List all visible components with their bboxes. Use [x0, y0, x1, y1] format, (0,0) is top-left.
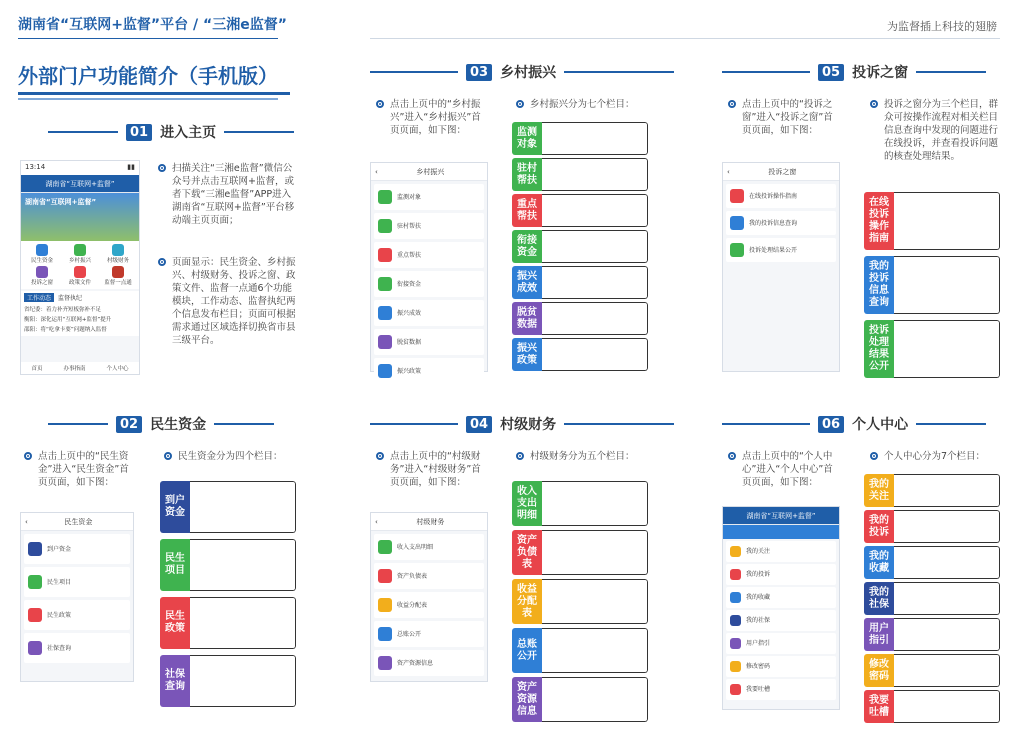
- back-icon[interactable]: ‹: [727, 167, 730, 176]
- s04-bullet-2: 村级财务分为五个栏目：: [530, 450, 650, 463]
- category-tag[interactable]: [512, 530, 648, 575]
- category-tag[interactable]: [512, 122, 648, 155]
- bottom-nav-home[interactable]: 首页: [31, 366, 43, 372]
- category-label: 驻村帮扶: [512, 158, 542, 191]
- category-tag[interactable]: [864, 474, 1000, 507]
- list-item[interactable]: 脱贫数据: [374, 329, 484, 355]
- category-label: 修改密码: [864, 654, 894, 687]
- module-minsheng[interactable]: 民生资金: [24, 244, 60, 264]
- category-label: 我的投诉: [864, 510, 894, 543]
- bottom-nav-guide[interactable]: 办事指南: [63, 366, 86, 372]
- module-zhengce[interactable]: 政策文件: [62, 266, 98, 286]
- list-item[interactable]: 我要吐槽: [726, 679, 836, 700]
- header-title: 湖南省“互联网+监督”平台 / “三湘e监督”: [18, 17, 287, 33]
- s02-category-list: [160, 481, 296, 707]
- category-box: [542, 481, 648, 526]
- s05-bullet-2: 投诉之窗分为三个栏目，群众可按操作流程对相关栏目信息查询中发现的问题进行在线投诉，并查看投诉问题的核查处理结果。: [884, 98, 1000, 163]
- list-item[interactable]: 振兴成效: [374, 300, 484, 326]
- category-box: [542, 677, 648, 722]
- list-item[interactable]: 修改密码: [726, 656, 836, 677]
- category-tag[interactable]: [160, 481, 296, 533]
- module-cunji[interactable]: 村级财务: [100, 244, 136, 264]
- category-box: [894, 320, 1000, 378]
- section-title: 投诉之窗: [852, 65, 909, 81]
- category-label: 我的收藏: [864, 546, 894, 579]
- category-label: 民生政策: [160, 597, 190, 649]
- category-box: [894, 474, 1000, 507]
- category-label: 用户指引: [864, 618, 894, 651]
- list-item[interactable]: 投诉处理结果公开: [726, 238, 836, 262]
- category-label: 我的关注: [864, 474, 894, 507]
- category-label: 资产资源信息: [512, 677, 542, 722]
- list-item[interactable]: 到户资金: [24, 534, 130, 564]
- list-item[interactable]: 资产资源信息: [374, 650, 484, 676]
- phone-geren-screenshot: 湖南省“互联网+监督” 我的关注 我的投诉 我的收藏 我的社保 用户指引 修改密码 我要吐槽: [722, 506, 840, 710]
- category-tag[interactable]: [512, 266, 648, 299]
- section-05-header: [722, 62, 986, 82]
- list-item[interactable]: 收入支出明细: [374, 534, 484, 560]
- s02-bullet-1: 点击上页中的“民生资金”进入“民生资金”首页页面，如下图：: [38, 450, 138, 489]
- bottom-nav-profile[interactable]: 个人中心: [106, 366, 129, 372]
- category-label: 我的投诉信息查询: [864, 256, 894, 314]
- section-number: 06: [818, 416, 844, 433]
- category-tag[interactable]: [160, 597, 296, 649]
- category-tag[interactable]: [864, 582, 1000, 615]
- category-box: [542, 302, 648, 335]
- category-box: [894, 510, 1000, 543]
- list-item[interactable]: 我的投诉信息查询: [726, 211, 836, 235]
- list-item[interactable]: 社保查询: [24, 633, 130, 663]
- category-box: [542, 158, 648, 191]
- header-divider: [18, 38, 278, 39]
- category-box: [542, 230, 648, 263]
- s04-category-list: [512, 481, 648, 722]
- category-label: 社保查询: [160, 655, 190, 707]
- category-tag[interactable]: [512, 338, 648, 371]
- news-item[interactable]: 衡阳：深化运用“互联网+监督”提升: [24, 317, 112, 323]
- s05-bullet-1: 点击上页中的“投诉之窗”进入“投诉之窗”首页页面，如下图：: [742, 98, 842, 137]
- category-tag[interactable]: [864, 192, 1000, 250]
- category-label: 我的社保: [864, 582, 894, 615]
- module-xiangcun[interactable]: 乡村振兴: [62, 244, 98, 264]
- list-item[interactable]: 我的社保: [726, 610, 836, 631]
- category-label: 到户资金: [160, 481, 190, 533]
- section-04-header: [370, 414, 674, 434]
- category-label: 投诉处理结果公开: [864, 320, 894, 378]
- category-tag[interactable]: [512, 194, 648, 227]
- phone-xiangcun-screenshot: ‹ 乡村振兴 监测对象 驻村帮扶 重点帮扶 衔接资金 振兴成效 脱贫数据 振兴政策: [370, 162, 488, 372]
- module-yidiantong[interactable]: 监督一点通: [100, 266, 136, 286]
- list-item[interactable]: 我的收藏: [726, 587, 836, 608]
- s06-category-list: [864, 474, 1000, 723]
- category-box: [894, 192, 1000, 250]
- category-box: [542, 338, 648, 371]
- category-box: [542, 579, 648, 624]
- category-tag[interactable]: [160, 655, 296, 707]
- news-item[interactable]: 省纪委：着力补齐短板弥补不足: [24, 307, 102, 313]
- home-banner: 湖南省“互联网+监督”: [21, 193, 139, 241]
- list-item[interactable]: 总账公开: [374, 621, 484, 647]
- category-box: [190, 481, 296, 533]
- phone-home-screenshot: 13:14 ▮▮ 湖南省“互联网+监督” 湖南省“互联网+监督” 民生资金 乡村振兴 村级财务 投诉之窗 政策文件 监督一点通 工作动态 监督执纪 省纪委：着力补齐短板弥补不足 衡阳：深化运用“互联网+监督”提升 邵阳：将“吃拿卡要”问题纳入监督 首页 办事指南 个人中心: [20, 160, 140, 375]
- category-tag[interactable]: [864, 654, 1000, 687]
- list-item[interactable]: 收益分配表: [374, 592, 484, 618]
- section-number: 02: [116, 416, 142, 433]
- category-box: [542, 530, 648, 575]
- s01-bullet-2: 页面显示：民生资金、乡村振兴、村级财务、投诉之窗、政策文件、监督一点通6个功能模块，工作动态、监督执纪两个信息发布栏目；页面可根据需求通过区域选择切换省市县三级平台。: [172, 256, 297, 347]
- category-tag[interactable]: [864, 690, 1000, 723]
- s04-bullet-1: 点击上页中的“村级财务”进入“村级财务”首页页面，如下图：: [390, 450, 490, 489]
- s03-category-list: [512, 122, 648, 371]
- title-underline-2: [18, 98, 278, 100]
- category-tag[interactable]: [160, 539, 296, 591]
- header-divider-right: [370, 38, 1000, 39]
- phone-cunji-screenshot: ‹ 村级财务 收入支出明细 资产负债表 收益分配表 总账公开 资产资源信息: [370, 512, 488, 682]
- s01-bullet-1: 扫描关注“三湘e监督”微信公众号并点击互联网+监督，或者下载“三湘e监督”APP进入湖南省“互联网+监督”平台移动端主页页面；: [172, 162, 297, 227]
- list-item[interactable]: 驻村帮扶: [374, 213, 484, 239]
- category-tag[interactable]: [864, 256, 1000, 314]
- category-tag[interactable]: [864, 320, 1000, 378]
- category-tag[interactable]: [512, 628, 648, 673]
- s03-bullet-2: 乡村振兴分为七个栏目：: [530, 98, 650, 111]
- section-title: 个人中心: [852, 417, 909, 433]
- category-tag[interactable]: [512, 302, 648, 335]
- category-label: 振兴成效: [512, 266, 542, 299]
- page-title: 外部门户功能简介（手机版）: [18, 64, 278, 88]
- section-number: 04: [466, 416, 492, 433]
- list-item[interactable]: 监测对象: [374, 184, 484, 210]
- category-label: 振兴政策: [512, 338, 542, 371]
- category-box: [894, 690, 1000, 723]
- category-tag[interactable]: [864, 618, 1000, 651]
- category-box: [894, 618, 1000, 651]
- back-icon[interactable]: ‹: [25, 517, 28, 526]
- section-title: 村级财务: [500, 417, 557, 433]
- section-number: 05: [818, 64, 844, 81]
- list-item[interactable]: 我的投诉: [726, 564, 836, 585]
- list-item[interactable]: 资产负债表: [374, 563, 484, 589]
- section-title: 民生资金: [150, 417, 207, 433]
- s03-bullet-1: 点击上页中的“乡村振兴”进入“乡村振兴”首页页面，如下图：: [390, 98, 490, 137]
- title-underline: [18, 92, 290, 95]
- section-01-header: [48, 122, 294, 142]
- category-tag[interactable]: [512, 579, 648, 624]
- category-label: 总账公开: [512, 628, 542, 673]
- category-label: 民生项目: [160, 539, 190, 591]
- back-icon[interactable]: ‹: [375, 167, 378, 176]
- category-label: 监测对象: [512, 122, 542, 155]
- section-number: 01: [126, 124, 152, 141]
- s02-bullet-2: 民生资金分为四个栏目：: [178, 450, 298, 463]
- list-item[interactable]: 我的关注: [726, 541, 836, 562]
- category-tag[interactable]: [864, 510, 1000, 543]
- category-box: [190, 539, 296, 591]
- category-label: 收入支出明细: [512, 481, 542, 526]
- category-label: 资产负债表: [512, 530, 542, 575]
- phone-tousu-screenshot: ‹ 投诉之窗 在线投诉操作指南 我的投诉信息查询 投诉处理结果公开: [722, 162, 840, 372]
- category-label: 重点帮扶: [512, 194, 542, 227]
- category-box: [894, 546, 1000, 579]
- phone-minsheng-screenshot: ‹ 民生资金 到户资金 民生项目 民生政策 社保查询: [20, 512, 134, 682]
- list-item[interactable]: 民生项目: [24, 567, 130, 597]
- category-box: [190, 597, 296, 649]
- category-box: [894, 582, 1000, 615]
- category-tag[interactable]: [512, 158, 648, 191]
- list-item[interactable]: 用户指引: [726, 633, 836, 654]
- category-tag[interactable]: [512, 230, 648, 263]
- s06-bullet-2: 个人中心分为7个栏目：: [884, 450, 1000, 463]
- category-box: [542, 266, 648, 299]
- category-box: [542, 122, 648, 155]
- category-label: 收益分配表: [512, 579, 542, 624]
- back-icon[interactable]: ‹: [375, 517, 378, 526]
- category-tag[interactable]: [512, 481, 648, 526]
- s06-bullet-1: 点击上页中的“个人中心”进入“个人中心”首页页面，如下图：: [742, 450, 842, 489]
- category-box: [542, 194, 648, 227]
- module-tousu[interactable]: 投诉之窗: [24, 266, 60, 286]
- section-title: 乡村振兴: [500, 65, 557, 81]
- section-03-header: [370, 62, 674, 82]
- section-06-header: [722, 414, 986, 434]
- category-tag[interactable]: [512, 677, 648, 722]
- news-item[interactable]: 邵阳：将“吃拿卡要”问题纳入监督: [24, 327, 107, 333]
- category-label: 脱贫数据: [512, 302, 542, 335]
- category-label: 我要吐槽: [864, 690, 894, 723]
- list-item[interactable]: 重点帮扶: [374, 242, 484, 268]
- category-label: 衔接资金: [512, 230, 542, 263]
- category-box: [894, 256, 1000, 314]
- s05-category-list: [864, 192, 1000, 378]
- section-title: 进入主页: [160, 125, 217, 141]
- tab-supervision[interactable]: 监督执纪: [58, 295, 83, 302]
- category-box: [190, 655, 296, 707]
- list-item[interactable]: 民生政策: [24, 600, 130, 630]
- section-number: 03: [466, 64, 492, 81]
- header-slogan: 为监督插上科技的翅膀: [887, 20, 997, 33]
- list-item[interactable]: 振兴政策: [374, 358, 484, 384]
- category-label: 在线投诉操作指南: [864, 192, 894, 250]
- category-tag[interactable]: [864, 546, 1000, 579]
- list-item[interactable]: 衔接资金: [374, 271, 484, 297]
- category-box: [542, 628, 648, 673]
- section-02-header: [48, 414, 274, 434]
- tab-work-news[interactable]: 工作动态: [24, 293, 54, 302]
- category-box: [894, 654, 1000, 687]
- list-item[interactable]: 在线投诉操作指南: [726, 184, 836, 208]
